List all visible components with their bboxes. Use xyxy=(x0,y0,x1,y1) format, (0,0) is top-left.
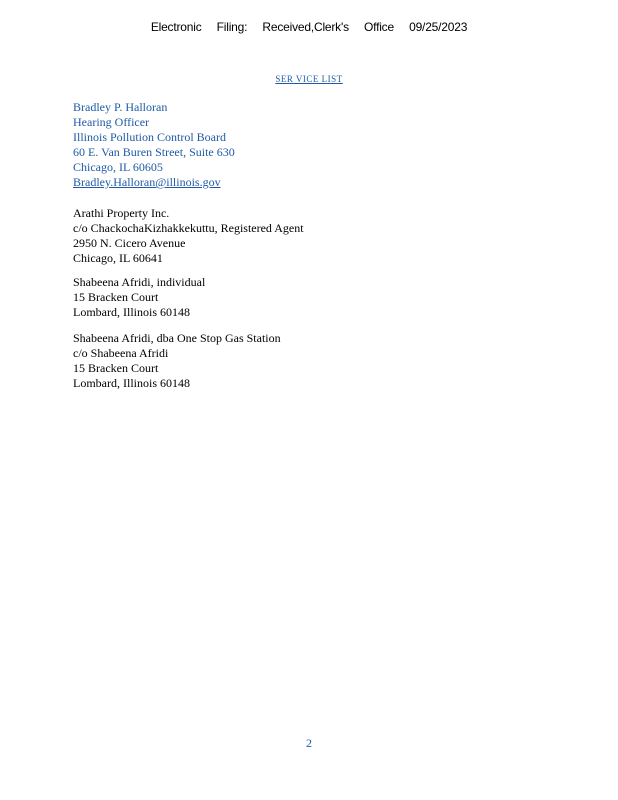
page-number: 2 xyxy=(306,736,312,750)
recipient-line: Shabeena Afridi, individual xyxy=(73,275,206,289)
recipient-line: Lombard, Illinois 60148 xyxy=(73,305,190,319)
recipient-shabeena-individual xyxy=(73,275,205,320)
header-date: 09/25/2023 xyxy=(409,20,468,34)
header-office: Office xyxy=(364,20,394,34)
recipient-shabeena-dba xyxy=(73,331,281,391)
recipient-line: c/o Shabeena Afridi xyxy=(73,346,169,360)
recipient-line: Shabeena Afridi, dba One Stop Gas Station xyxy=(73,331,281,345)
service-list-title: SER VICE LIST xyxy=(275,74,343,84)
recipient-line: Hearing Officer xyxy=(73,115,150,129)
recipient-line: 2950 N. Cicero Avenue xyxy=(73,236,186,250)
recipient-line: Illinois Pollution Control Board xyxy=(73,130,227,144)
recipient-line: Arathi Property Inc. xyxy=(73,206,170,220)
header-filing: Filing: xyxy=(216,20,248,34)
header-electronic: Electronic xyxy=(150,20,202,34)
recipient-line: 60 E. Van Buren Street, Suite 630 xyxy=(73,145,235,159)
recipient-line: 15 Bracken Court xyxy=(73,290,159,304)
recipient-line: Lombard, Illinois 60148 xyxy=(73,376,190,390)
recipient-line: 15 Bracken Court xyxy=(73,361,159,375)
email-link[interactable]: Bradley.Halloran@illinois.gov xyxy=(73,175,221,189)
header-received: Received,Clerk's xyxy=(262,20,349,34)
recipient-line: c/o ChackochaKizhakkekuttu, Registered Agent xyxy=(73,221,304,235)
filing-stamp-header xyxy=(0,20,618,34)
recipient-line: Bradley P. Halloran xyxy=(73,100,168,114)
recipient-line: Chicago, IL 60641 xyxy=(73,251,163,265)
recipient-hearing-officer xyxy=(73,100,235,190)
recipient-arathi-property xyxy=(73,206,304,266)
recipient-line: Chicago, IL 60605 xyxy=(73,160,163,174)
